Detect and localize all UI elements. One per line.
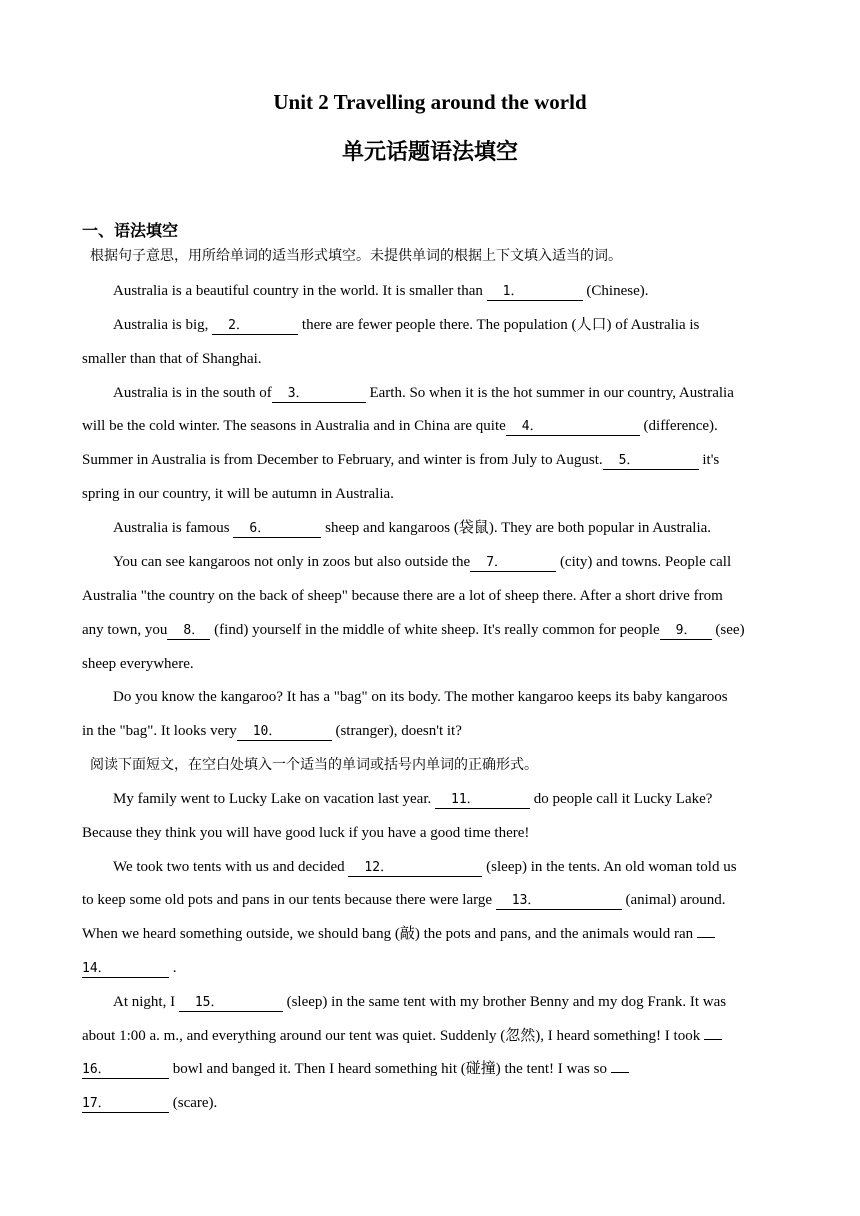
- text-segment: (difference).: [639, 418, 718, 434]
- instruction-2: 阅读下面短文，在空白处填入一个适当的单词或括号内单词的正确形式。: [90, 757, 538, 773]
- text-segment: Australia is a beautiful country in the world. It is smaller than: [113, 283, 487, 299]
- text-line: [82, 721, 787, 741]
- blank-5[interactable]: 5．: [603, 453, 699, 470]
- text-line: [82, 1059, 787, 1079]
- text-line: [82, 890, 787, 910]
- page-title: Unit 2 Travelling around the world: [273, 90, 587, 114]
- text-segment: At night, I: [113, 994, 179, 1010]
- blank-14-start[interactable]: [697, 937, 715, 938]
- blank-9[interactable]: 9．: [660, 623, 712, 640]
- text-line: [113, 992, 818, 1012]
- instruction-1: 根据句子意思，用所给单词的适当形式填空。未提供单词的根据上下文填入适当的词。: [90, 248, 622, 264]
- text-segment: about 1:00 a. m., and everything around our tent was quiet. Suddenly (忽然), I heard something! I took: [82, 1028, 704, 1044]
- text-segment: will be the cold winter. The seasons in Australia and in China are quite: [82, 418, 506, 434]
- text-segment: When we heard something outside, we should bang (敲) the pots and pans, and the animals would ran: [82, 926, 697, 942]
- text-line: [82, 1093, 787, 1113]
- text-segment: do people call it Lucky Lake?: [530, 791, 713, 807]
- text-segment: Earth. So when it is the hot summer in our country, Australia: [365, 385, 734, 401]
- text-segment: (see): [711, 622, 745, 638]
- text-line: Do you know the kangaroo? It has a "bag" on its body. The mother kangaroo keeps its baby kangaroos: [113, 689, 728, 705]
- text-line: [113, 518, 818, 538]
- text-line: Australia "the country on the back of sheep" because there are a lot of sheep there. After a short drive from: [82, 588, 723, 604]
- text-line: sheep everywhere.: [82, 656, 194, 672]
- text-segment: it's: [698, 452, 720, 468]
- text-line: [113, 857, 818, 877]
- text-segment: there are fewer people there. The population (人口) of Australia is: [298, 317, 700, 333]
- text-line: [82, 1026, 787, 1046]
- text-segment: (city) and towns. People call: [556, 554, 732, 570]
- text-line: [82, 958, 787, 978]
- text-segment: (sleep) in the tents. An old woman told us: [482, 859, 737, 875]
- blank-16-start[interactable]: [704, 1039, 722, 1040]
- blank-17-start[interactable]: [611, 1072, 629, 1073]
- text-segment: bowl and banged it. Then I heard something hit (碰撞) the tent! I was so: [169, 1061, 611, 1077]
- blank-14[interactable]: 14．: [82, 961, 169, 978]
- text-line: [113, 281, 818, 301]
- text-segment: .: [169, 960, 177, 976]
- text-segment: sheep and kangaroos (袋鼠). They are both popular in Australia.: [321, 520, 712, 536]
- text-segment: You can see kangaroos not only in zoos but also outside the: [113, 554, 471, 570]
- blank-16[interactable]: 16．: [82, 1062, 169, 1079]
- text-line: [113, 383, 818, 403]
- text-line: smaller than that of Shanghai.: [82, 351, 262, 367]
- text-line: [113, 552, 818, 572]
- blank-13[interactable]: 13．: [496, 893, 622, 910]
- text-segment: Summer in Australia is from December to February, and winter is from July to August.: [82, 452, 603, 468]
- blank-11[interactable]: 11．: [435, 792, 530, 809]
- blank-12[interactable]: 12．: [348, 860, 482, 877]
- blank-3[interactable]: 3．: [272, 386, 366, 403]
- section-heading: 一、语法填空: [82, 221, 179, 240]
- text-segment: (sleep) in the same tent with my brother Benny and my dog Frank. It was: [282, 994, 727, 1010]
- text-line: [82, 620, 787, 640]
- text-line: [82, 416, 787, 436]
- blank-4[interactable]: 4．: [506, 419, 640, 436]
- text-line: [113, 315, 818, 335]
- text-segment: My family went to Lucky Lake on vacation last year.: [113, 791, 435, 807]
- blank-17[interactable]: 17．: [82, 1096, 169, 1113]
- blank-15[interactable]: 15．: [179, 995, 283, 1012]
- blank-6[interactable]: 6．: [233, 521, 321, 538]
- text-segment: (animal) around.: [621, 892, 726, 908]
- text-line: [82, 450, 787, 470]
- blank-1[interactable]: 1．: [487, 284, 583, 301]
- text-segment: Australia is in the south of: [113, 385, 272, 401]
- text-segment: any town, you: [82, 622, 168, 638]
- blank-10[interactable]: 10．: [237, 724, 332, 741]
- text-segment: (find) yourself in the middle of white sheep. It's really common for people: [210, 622, 660, 638]
- text-segment: to keep some old pots and pans in our tents because there were large: [82, 892, 496, 908]
- text-segment: Australia is famous: [113, 520, 234, 536]
- text-segment: (stranger), doesn't it?: [331, 723, 462, 739]
- text-segment: (Chinese).: [582, 283, 649, 299]
- text-segment: Australia is big,: [113, 317, 213, 333]
- text-line: [82, 924, 787, 944]
- text-line: spring in our country, it will be autumn in Australia.: [82, 486, 394, 502]
- text-line: Because they think you will have good luck if you have a good time there!: [82, 825, 530, 841]
- blank-8[interactable]: 8．: [167, 623, 210, 640]
- text-line: [113, 789, 818, 809]
- page-subtitle: 单元话题语法填空: [341, 140, 518, 165]
- blank-7[interactable]: 7．: [470, 555, 556, 572]
- blank-2[interactable]: 2．: [212, 318, 298, 335]
- text-segment: (scare).: [169, 1095, 218, 1111]
- text-segment: We took two tents with us and decided: [113, 859, 349, 875]
- text-segment: in the "bag". It looks very: [82, 723, 237, 739]
